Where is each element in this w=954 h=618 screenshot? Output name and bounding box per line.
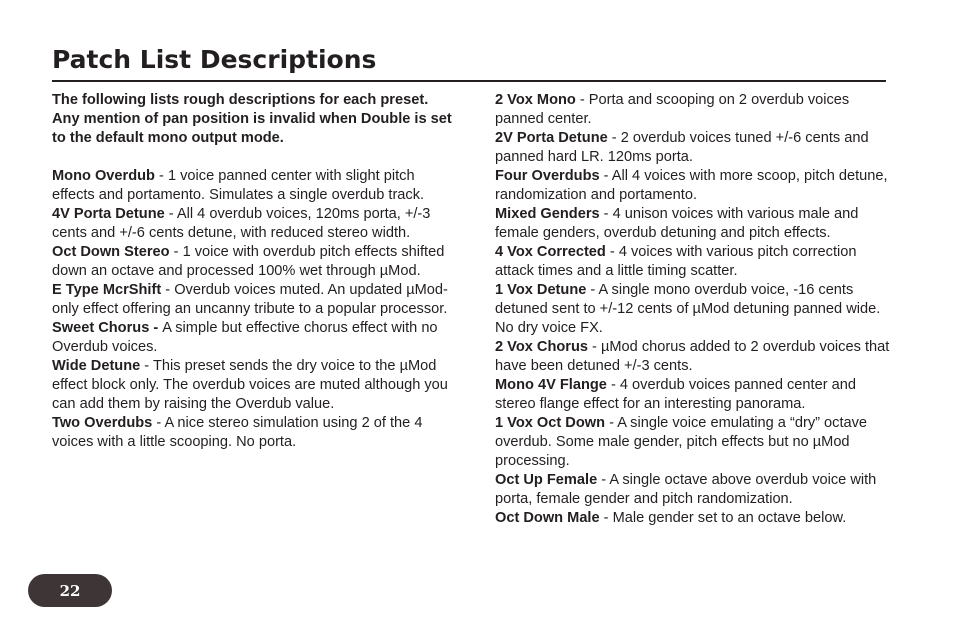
patch-name: Oct Down Male <box>495 510 600 526</box>
patch-description: A simple but effective chorus effect with no Overdub voices. <box>52 320 438 355</box>
patch-entry <box>495 376 895 414</box>
title-divider <box>52 80 886 82</box>
patch-entry <box>52 281 452 319</box>
patch-description: A single octave above overdub voice with porta, female gender and pitch randomization. <box>495 472 877 507</box>
patch-entry <box>495 205 895 243</box>
patch-entry <box>495 281 895 338</box>
patch-description: A nice stereo simulation using 2 of the 4 voices with a little scooping. No porta. <box>52 415 423 450</box>
patch-name: Mixed Genders <box>495 206 600 222</box>
patch-separator: - <box>605 244 619 260</box>
patch-description: 4 voices with various pitch correction attack times and a little timing scatter. <box>495 244 857 279</box>
patch-separator: - <box>586 282 599 298</box>
patch-description: Porta and scooping on 2 overdub voices panned center. <box>495 92 850 127</box>
patch-name: E Type McrShift <box>52 282 162 298</box>
left-column <box>52 91 452 452</box>
patch-entry <box>495 129 895 167</box>
patch-separator: - <box>606 377 620 393</box>
patch-separator: - <box>152 415 165 431</box>
patch-description: Male gender set to an octave below. <box>612 510 847 526</box>
patch-name: 2V Porta Detune <box>495 130 608 146</box>
patch-entry <box>52 319 452 357</box>
patch-separator: - <box>597 472 610 488</box>
patch-description: 1 voice panned center with slight pitch effects and portamento. Simulates a single overdub track. <box>52 168 425 203</box>
patch-name: Mono 4V Flange <box>495 377 607 393</box>
patch-name: Wide Detune <box>52 358 141 374</box>
patch-description: 4 unison voices with various male and female genders, overdub detuning and pitch effects. <box>495 206 859 241</box>
patch-entry <box>52 167 452 205</box>
patch-separator: - <box>169 244 183 260</box>
patch-name: Two Overdubs <box>52 415 153 431</box>
patch-entry <box>495 167 895 205</box>
patch-description: This preset sends the dry voice to the µMod effect block only. The overdub voices are muted although you can add them by raising the Overdub value. <box>52 358 448 412</box>
patch-name: Mono Overdub <box>52 168 155 184</box>
patch-description: 1 voice with overdub pitch effects shifted down an octave and processed 100% wet through µMod. <box>52 244 445 279</box>
patch-description: All 4 overdub voices, 120ms porta, +/-3 cents and +/-6 cents detune, with reduced stereo width. <box>52 206 431 241</box>
patch-description: 2 overdub voices tuned +/-6 cents and panned hard LR. 120ms porta. <box>495 130 869 165</box>
patch-name: Four Overdubs <box>495 168 600 184</box>
patch-entry <box>495 338 895 376</box>
patch-separator: - <box>161 282 175 298</box>
patch-description: A single mono overdub voice, -16 cents detuned sent to +/-12 cents of µMod detuning panned wide. No dry voice FX. <box>495 282 881 336</box>
patch-entry <box>495 243 895 281</box>
patch-entry <box>52 205 452 243</box>
patch-separator: - <box>607 130 621 146</box>
patch-separator: - <box>599 510 613 526</box>
patch-separator: - <box>164 206 177 222</box>
patch-entry <box>495 509 895 528</box>
patch-name: Sweet Chorus - <box>52 320 163 336</box>
patch-separator: - <box>588 339 601 355</box>
patch-name: 2 Vox Mono <box>495 92 576 108</box>
patch-separator: - <box>154 168 168 184</box>
patch-entry <box>495 414 895 471</box>
patch-name: Oct Down Stereo <box>52 244 170 260</box>
patch-separator: - <box>605 415 618 431</box>
patch-entry <box>52 414 452 452</box>
patch-description: 4 overdub voices panned center and stereo flange effect for an interesting panorama. <box>495 377 856 412</box>
patch-separator: - <box>140 358 153 374</box>
patch-description: Overdub voices muted. An updated µMod-only effect offering an uncanny tribute to a popular processor. <box>52 282 448 317</box>
page-number: 22 <box>59 581 81 600</box>
patch-description: µMod chorus added to 2 overdub voices that have been detuned +/-3 cents. <box>495 339 890 374</box>
patch-separator: - <box>575 92 589 108</box>
patch-name: Oct Up Female <box>495 472 598 488</box>
patch-name: 1 Vox Detune <box>495 282 587 298</box>
page-number-badge <box>28 574 112 607</box>
patch-name: 4 Vox Corrected <box>495 244 606 260</box>
patch-entry <box>495 471 895 509</box>
patch-entry <box>52 243 452 281</box>
patch-entry <box>495 91 895 129</box>
intro-paragraph: The following lists rough descriptions for each preset. Any mention of pan position is invalid when Double is set to the default mono output mode. <box>52 92 452 146</box>
page-title: Patch List Descriptions <box>52 45 377 74</box>
patch-description: A single voice emulating a “dry” octave overdub. Some male gender, pitch effects but no µMod processing. <box>495 415 868 469</box>
patch-name: 1 Vox Oct Down <box>495 415 606 431</box>
patch-separator: - <box>599 206 613 222</box>
patch-name: 2 Vox Chorus <box>495 339 588 355</box>
patch-description: All 4 voices with more scoop, pitch detune, randomization and portamento. <box>495 168 888 203</box>
patch-entry <box>52 357 452 414</box>
right-column <box>495 91 895 528</box>
patch-separator: - <box>599 168 612 184</box>
patch-name: 4V Porta Detune <box>52 206 165 222</box>
